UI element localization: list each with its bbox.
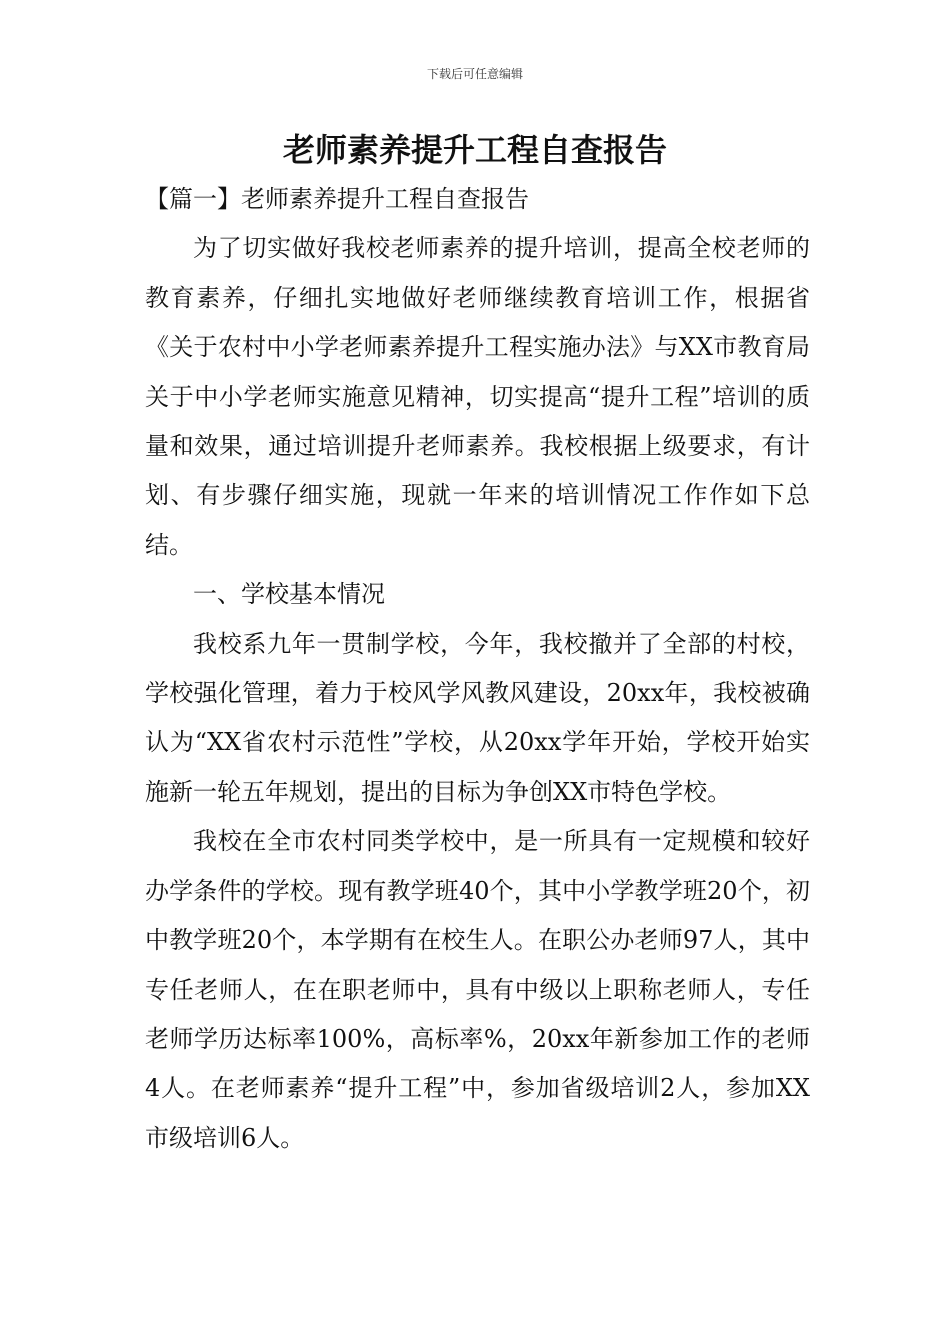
paragraph-heading-basic-situation: 一、学校基本情况	[193, 580, 385, 609]
document-title: 老师素养提升工程自查报告	[282, 131, 667, 169]
paragraph-intro: 为了切实做好我校老师素养的提升培训，提高全校老师的教育素养，仔细扎实地做好老师继续教育培训工作，根据省《关于农村中小学老师素养提升工程实施办法》与XX市教育局关于中小学老师实施意见精神，切实提高“提升工程”培训的质量和效果，通过培训提升老师素养。我校根据上级要求，有计划、有步骤仔细实施，现就一年来的培训情况工作作如下总结。	[145, 234, 810, 559]
header-note: 下载后可任意编辑	[426, 67, 523, 81]
paragraph-school-scale: 我校在全市农村同类学校中，是一所具有一定规模和较好办学条件的学校。现有教学班40个，其中小学教学班20个，初中教学班20个，本学期有在校生人。在职公办老师97人，其中专任老师人，在在职老师中，具有中级以上职称老师人，专任老师学历达标率100%，高标率%，20xx年新参加工作的老师4人。在老师素养“提升工程”中，参加省级培训2人，参加XX市级培训6人。	[145, 827, 810, 1152]
paragraph-school-overview: 我校系九年一贯制学校，今年，我校撤并了全部的村校，学校强化管理，着力于校风学风教风建设，20xx年，我校被确认为“XX省农村示范性”学校，从20xx学年开始，学校开始实施新一轮五年规划，提出的目标为争创XX市特色学校。	[145, 629, 810, 806]
document-body	[145, 175, 810, 1163]
section-title: 【篇一】老师素养提升工程自查报告	[145, 185, 529, 213]
